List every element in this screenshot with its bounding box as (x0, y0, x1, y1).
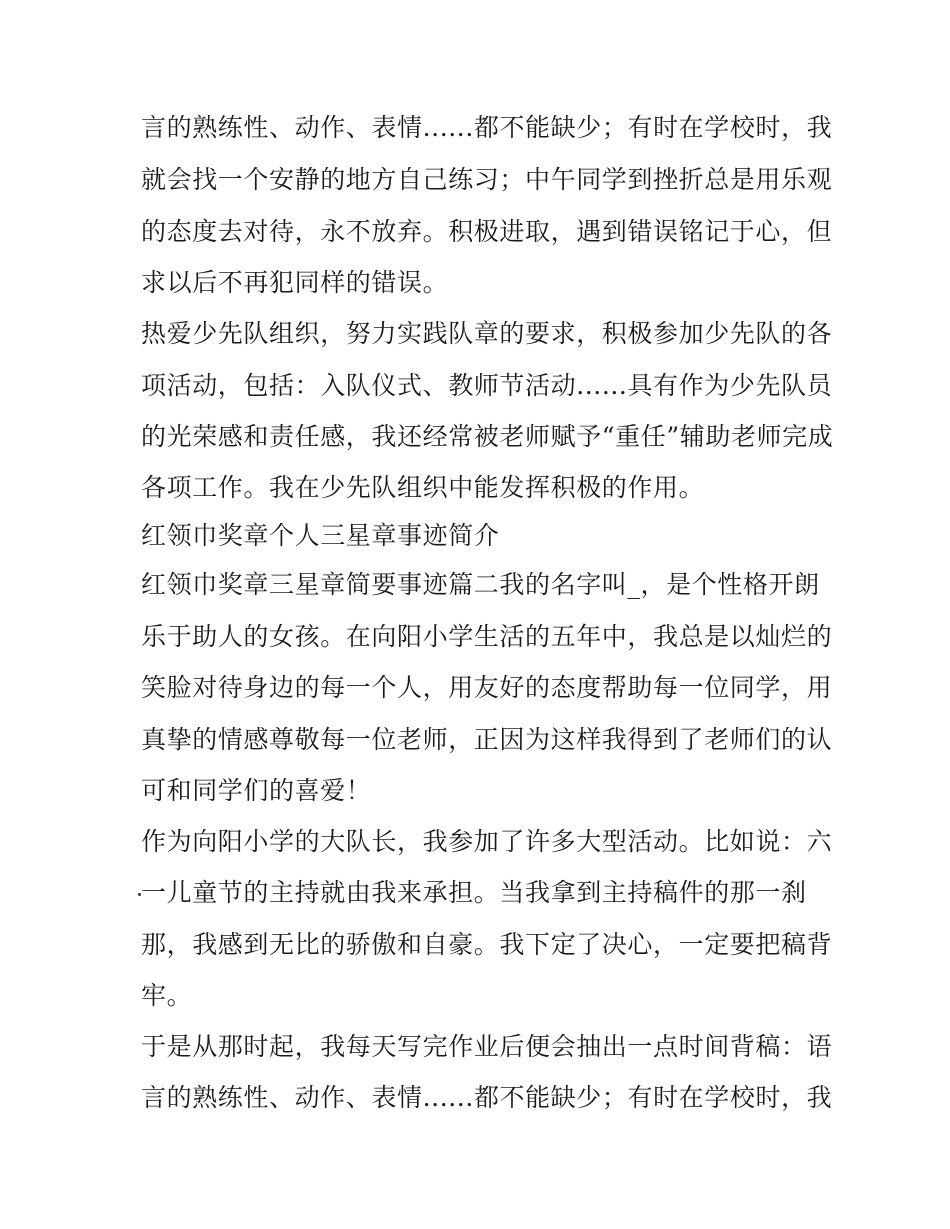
text-line: 于是从那时起，我每天写完作业后便会抽出一点时间背稿：语 (141, 1032, 833, 1061)
text-line: 真挚的情感尊敬每一位老师，正因为这样我得到了老师们的认 (141, 725, 833, 754)
text-line: 红领巾奖章三星章简要事迹篇二我的名字叫_，是个性格开朗 (141, 570, 820, 599)
text-line: 各项工作。我在少先队组织中能发挥积极的作用。 (141, 473, 705, 502)
text-line: 言的熟练性、动作、表情......都不能缺少；有时在学校时，我 (141, 113, 833, 142)
text-line: 言的熟练性、动作、表情......都不能缺少；有时在学校时，我 (141, 1083, 833, 1112)
text-line: 乐于助人的女孩。在向阳小学生活的五年中，我总是以灿烂的 (141, 622, 833, 651)
text-line: 就会找一个安静的地方自己练习；中午同学到挫折总是用乐观 (141, 165, 833, 194)
text-line: 的光荣感和责任感，我还经常被老师赋予“重任”辅助老师完成 (141, 422, 834, 451)
text-line: 的态度去对待，永不放弃。积极进取，遇到错误铭记于心，但 (141, 217, 833, 246)
section-heading: 红领巾奖章个人三星章事迹简介 (141, 521, 500, 550)
text-line: 牢。 (141, 981, 193, 1010)
text-line: 热爱少先队组织，努力实践队章的要求，积极参加少先队的各 (141, 319, 833, 348)
text-line: 项活动，包括：入队仪式、教师节活动......具有作为少先队员 (141, 371, 833, 400)
text-line: 笑脸对待身边的每一个人，用友好的态度帮助每一位同学，用 (141, 673, 833, 702)
text-line: 一儿童节的主持就由我来承担。当我拿到主持稿件的那一刹 (141, 878, 807, 907)
text-line: 求以后不再犯同样的错误。 (141, 268, 449, 297)
text-line: 作为向阳小学的大队长，我参加了许多大型活动。比如说：六 (141, 827, 833, 856)
text-line: 可和同学们的喜爱！ (141, 776, 372, 805)
text-line: 那，我感到无比的骄傲和自豪。我下定了决心，一定要把稿背 (141, 930, 833, 959)
